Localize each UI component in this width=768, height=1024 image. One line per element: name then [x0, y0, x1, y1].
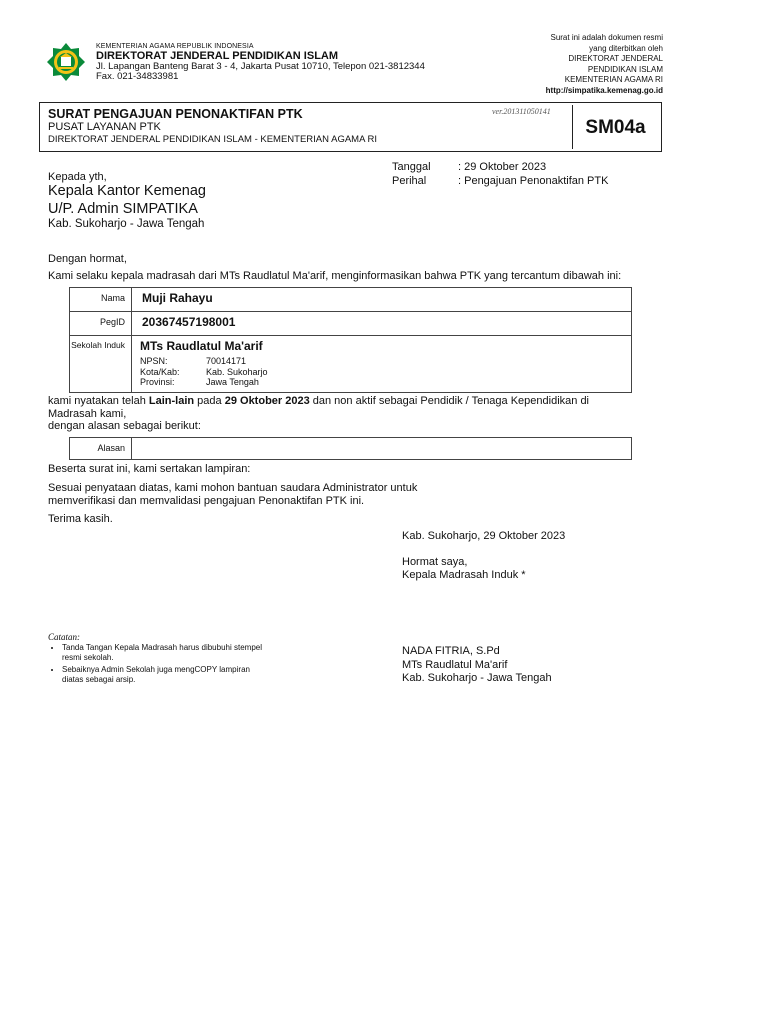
- tanggal-value: : 29 Oktober 2023: [458, 161, 547, 173]
- header-org: KEMENTERIAN AGAMA REPUBLIK INDONESIA: [96, 43, 254, 50]
- perihal-value: : Pengajuan Penonaktifan PTK: [458, 174, 609, 187]
- npsn-label: NPSN:: [140, 356, 168, 366]
- document-subtitle: PUSAT LAYANAN PTK: [48, 121, 161, 133]
- ptk-table: [69, 287, 632, 393]
- table-row: [70, 438, 631, 459]
- statement-text: pada: [194, 395, 225, 407]
- request-paragraph: [48, 482, 417, 507]
- alasan-value: [132, 438, 631, 459]
- status-date: 29 Oktober 2023: [224, 395, 310, 407]
- intro-paragraph: Kami selaku kepala madrasah dari MTs Raudlatul Ma'arif, menginformasikan bahwa PTK yang tercantum dibawah ini:: [48, 270, 622, 282]
- addressee-line-1: Kepala Kantor Kemenag: [48, 183, 206, 199]
- signature-block: [402, 530, 565, 582]
- addressee-line-2: U/P. Admin SIMPATIKA: [48, 201, 198, 217]
- table-row: [70, 336, 631, 392]
- signer-region: Kab. Sukoharjo - Jawa Tengah: [402, 672, 552, 684]
- thanks-line: Terima kasih.: [48, 513, 113, 525]
- request-line: memverifikasi dan memvalidasi pengajuan Penonaktifan PTK ini.: [48, 494, 365, 507]
- pegid-value: 20367457198001: [142, 315, 236, 329]
- form-code: SM04a: [585, 117, 646, 138]
- sekolah-value: MTs Raudlatul Ma'arif: [140, 339, 263, 353]
- document-title: SURAT PENGAJUAN PENONAKTIFAN PTK: [48, 107, 303, 121]
- statement-text: kami nyatakan telah: [48, 395, 149, 407]
- signer-name: NADA FITRIA, S.Pd: [402, 645, 500, 657]
- sekolah-label: Sekolah Induk: [70, 336, 132, 392]
- header-directorate: DIREKTORAT JENDERAL PENDIDIKAN ISLAM: [96, 50, 339, 62]
- pegid-label: PegID: [70, 312, 132, 335]
- issuer-line: Surat ini adalah dokumen resmi: [550, 33, 663, 42]
- sekolah-details: [140, 356, 631, 388]
- issuer-line: KEMENTERIAN AGAMA RI: [564, 75, 663, 84]
- header-address: Jl. Lapangan Banteng Barat 3 - 4, Jakarta Pusat 10710, Telepon 021-3812344: [96, 61, 425, 72]
- closing: Hormat saya,: [402, 556, 468, 568]
- issuer-line: PENDIDIKAN ISLAM: [587, 64, 663, 74]
- perihal-label: Perihal: [392, 174, 427, 187]
- kota-label: Kota/Kab:: [140, 366, 180, 377]
- letter-meta: [392, 161, 608, 188]
- nama-label: Nama: [70, 288, 132, 311]
- place-date: Kab. Sukoharjo, 29 Oktober 2023: [402, 530, 566, 542]
- notes-caption: Catatan:: [48, 632, 81, 642]
- alasan-label: Alasan: [70, 438, 132, 459]
- nama-value: Muji Rahayu: [142, 291, 213, 305]
- signer-role: Kepala Madrasah Induk *: [402, 569, 526, 581]
- addressee-line-3: Kab. Sukoharjo - Jawa Tengah: [48, 218, 205, 230]
- kemenag-logo-icon: [46, 42, 86, 82]
- kota-value: Kab. Sukoharjo: [206, 366, 268, 377]
- tanggal-label: Tanggal: [392, 161, 431, 173]
- statement-text: dan non aktif sebagai Pendidik / Tenaga Kependidikan di Madrasah kami,: [48, 395, 590, 420]
- issuer-url: http://simpatika.kemenag.go.id: [545, 85, 663, 95]
- header-issuer-note: [523, 33, 663, 96]
- npsn-value: 70014171: [206, 356, 247, 366]
- attachment-line: Beserta surat ini, kami sertakan lampiran:: [48, 463, 251, 475]
- issuer-line: DIREKTORAT JENDERAL: [568, 54, 663, 63]
- signer-block: [402, 645, 552, 686]
- status-value: Lain-lain: [148, 395, 195, 407]
- table-row: [70, 312, 631, 336]
- provinsi-value: Jawa Tengah: [206, 377, 259, 387]
- table-row: [70, 288, 631, 312]
- header-fax: Fax. 021-34833981: [96, 71, 179, 82]
- title-box: [39, 102, 662, 152]
- reason-intro: dengan alasan sebagai berikut:: [48, 420, 201, 432]
- form-code-box: [572, 105, 658, 149]
- addressee-greeting: Kepada yth,: [48, 171, 107, 183]
- version-label: ver.201311050141: [492, 107, 551, 116]
- notes-list: [48, 643, 268, 684]
- alasan-table: [69, 437, 632, 460]
- request-line: Sesuai penyataan diatas, kami mohon bantuan saudara Administrator untuk: [48, 482, 418, 494]
- sekolah-cell: [132, 336, 631, 392]
- notes: [48, 632, 268, 687]
- provinsi-label: Provinsi:: [140, 377, 175, 387]
- issuer-line: yang diterbitkan oleh: [589, 43, 663, 53]
- document-subtitle-2: DIREKTORAT JENDERAL PENDIDIKAN ISLAM - KEMENTERIAN AGAMA RI: [48, 134, 378, 145]
- signer-school: MTs Raudlatul Ma'arif: [402, 658, 508, 671]
- list-item: • Tanda Tangan Kepala Madrasah harus dibubuhi stempel resmi sekolah.: [62, 643, 268, 662]
- statement-paragraph: [48, 395, 628, 433]
- list-item: • Sebaiknya Admin Sekolah juga mengCOPY lampiran diatas sebagai arsip.: [62, 665, 268, 684]
- salutation: Dengan hormat,: [48, 253, 127, 265]
